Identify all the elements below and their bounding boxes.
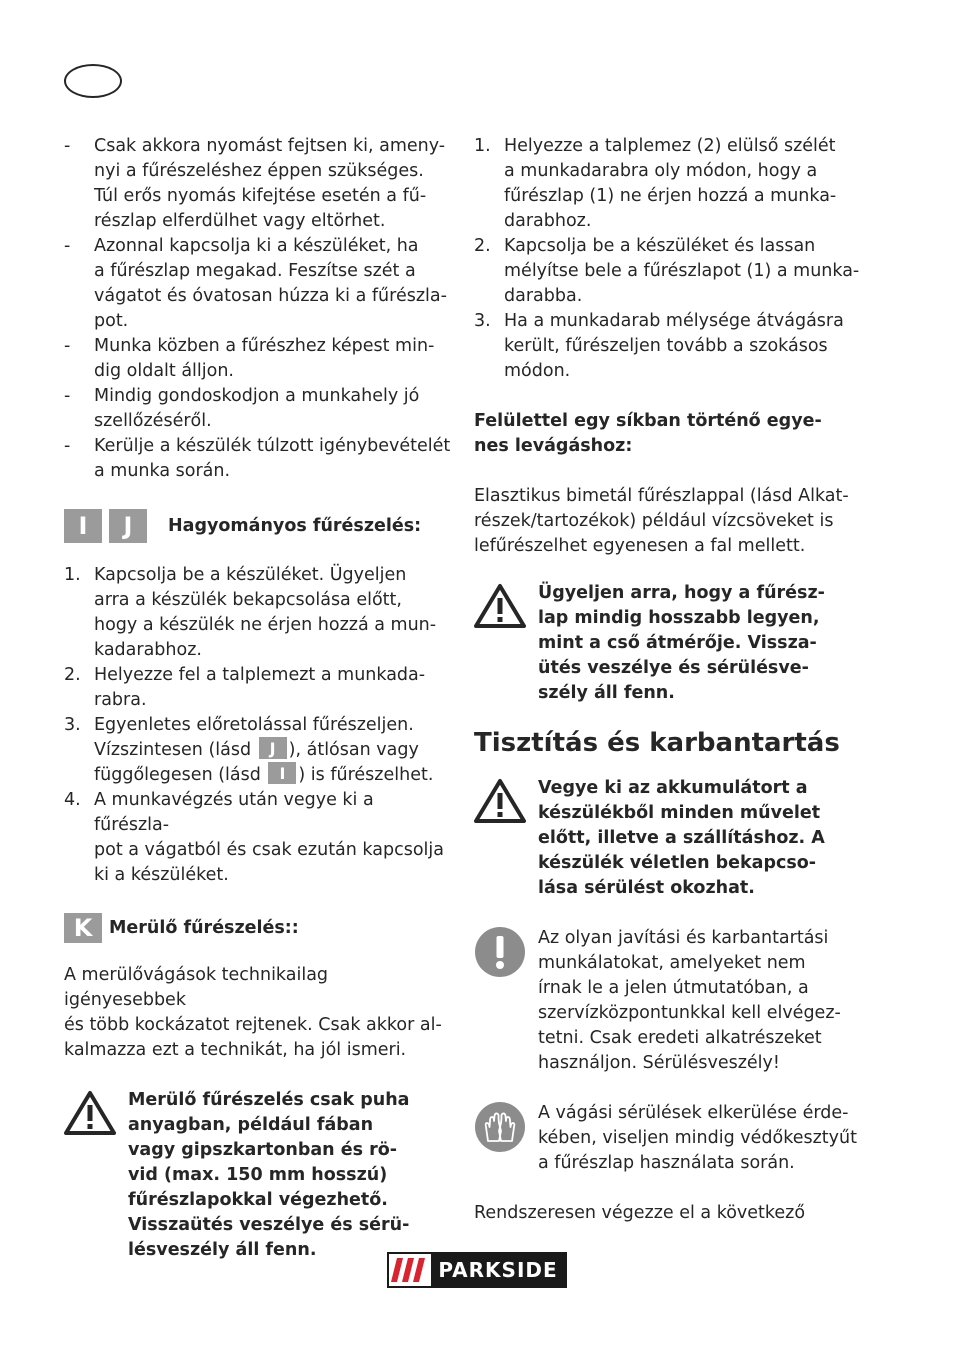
text-line: a fűrészlap használata során. (538, 1153, 795, 1173)
text-line: vid (max. 150 mm hosszú) (128, 1165, 388, 1185)
text-line: ütés veszélye és sérülésve- (538, 658, 809, 678)
warning-triangle-icon (474, 778, 538, 832)
inline-text: ), átlósan vagy (288, 740, 419, 760)
text-line: kében, viseljen mindig védőkesztyűt (538, 1128, 857, 1148)
text-line: nyi a fűrészeléshez éppen szükséges. (94, 161, 424, 181)
text-line: lása sérülést okozhat. (538, 878, 755, 898)
step-item (474, 234, 864, 309)
step-item (64, 713, 454, 788)
step-item (474, 134, 864, 234)
text-line: Felülettel egy síkban történő egye- (474, 411, 822, 431)
text-line: mélyítse bele a fűrészlapot (1) a munka- (504, 261, 860, 281)
list-marker: - (64, 436, 71, 456)
step-item (64, 563, 454, 663)
inline-text: függőlegesen (lásd (94, 765, 267, 785)
text-line: Mindig gondoskodjon a munkahely jó (94, 386, 420, 406)
text-line: fűrészlapokkal végezhető. (128, 1190, 388, 1210)
flush-cut-heading (474, 409, 864, 459)
text-line (94, 738, 454, 763)
text-line: Túl erős nyomás kifejtése esetén a fű- (94, 186, 427, 206)
text-line: darabhoz. (504, 211, 592, 231)
list-marker: 4. (64, 790, 81, 810)
text-line: mint a cső átmérője. Vissza- (538, 633, 817, 653)
warning-text (538, 776, 864, 901)
step-list-conventional (64, 563, 454, 888)
note-block-repairs (474, 926, 864, 1076)
text-line: módon. (504, 361, 571, 381)
section-heading-cleaning: Tisztítás és karbantartás (474, 728, 840, 758)
list-marker: 2. (64, 665, 81, 685)
trailing-paragraph: Rendszeresen végezze el a következő (474, 1203, 806, 1223)
figure-ref-box-k: K (64, 913, 102, 943)
text-line: A vágási sérülések elkerülése érde- (538, 1103, 849, 1123)
text-line: lefűrészelhet egyenesen a fal mellett. (474, 536, 806, 556)
list-marker: - (64, 136, 71, 156)
figure-ref-box-j: J (259, 737, 287, 759)
text-line: részek/tartozékok) például vízcsöveket is (474, 511, 834, 531)
bullet-item (64, 434, 454, 484)
text-line: Kapcsolja be a készüléket. Ügyeljen (94, 565, 407, 585)
bullet-item (64, 384, 454, 434)
logo-stripes (389, 1254, 431, 1286)
bullet-item (64, 234, 454, 334)
text-line: Azonnal kapcsolja ki a készüléket, ha (94, 236, 419, 256)
list-marker: 3. (474, 311, 491, 331)
list-marker: 1. (474, 136, 491, 156)
text-line: vagy gipszkartonban és rö- (128, 1140, 398, 1160)
language-oval (64, 64, 122, 98)
text-line: írnak le a jelen útmutatóban, a (538, 978, 809, 998)
text-line: lap mindig hosszabb legyen, (538, 608, 820, 628)
inline-text: ) is fűrészelhet. (298, 765, 434, 785)
step-list-plunge (474, 134, 864, 384)
text-line: szellőzéséről. (94, 411, 212, 431)
text-line: Munka közben a fűrészhez képest min- (94, 336, 435, 356)
text-line: dig oldalt álljon. (94, 361, 234, 381)
text-line: Visszaütés veszélye és sérü- (128, 1215, 410, 1235)
list-marker: - (64, 386, 71, 406)
plunge-paragraph (64, 963, 454, 1063)
text-line: készülékből minden művelet (538, 803, 821, 823)
step-item (474, 309, 864, 384)
text-line: fűrészlap (1) ne érjen hozzá a munka- (504, 186, 837, 206)
note-text (538, 926, 864, 1076)
text-line: Kerülje a készülék túlzott igénybevételét (94, 436, 451, 456)
text-line: Helyezze fel a talplemezt a munkada- (94, 665, 426, 685)
mandatory-exclamation-icon (474, 926, 538, 986)
bullet-item (64, 334, 454, 384)
text-line: arra a készülék bekapcsolása előtt, (94, 590, 402, 610)
figure-ref-box-i: I (268, 762, 296, 784)
text-line: Elasztikus bimetál fűrészlappal (lásd Alkat- (474, 486, 849, 506)
warning-triangle-icon (474, 583, 538, 637)
warning-text (538, 581, 864, 706)
text-line: kadarabhoz. (94, 640, 202, 660)
text-line: anyagban, például fában (128, 1115, 374, 1135)
list-marker: 2. (474, 236, 491, 256)
text-line: rabra. (94, 690, 147, 710)
text-line: szély áll fenn. (538, 683, 675, 703)
text-line: a munkadarabra oly módon, hogy a (504, 161, 818, 181)
bullet-item (64, 134, 454, 234)
text-line: Csak akkora nyomást fejtsen ki, ameny- (94, 136, 446, 156)
text-line: darabba. (504, 286, 583, 306)
section-title: Hagyományos fűrészelés: (168, 515, 422, 536)
text-line: szervízközpontunkkal kell elvégez- (538, 1003, 841, 1023)
note-text (538, 1101, 864, 1176)
text-line: vágatot és óvatosan húzza ki a fűrészla- (94, 286, 447, 306)
figure-ref-box-i: I (64, 509, 102, 543)
text-line: kalmazza ezt a technikát, ha jól ismeri. (64, 1040, 407, 1060)
warning-block-plunge (64, 1088, 454, 1263)
text-line: A munkavégzés után vegye ki a fűrészla- (94, 790, 374, 835)
warning-text (128, 1088, 454, 1263)
text-line: előtt, illetve a szállításhoz. A (538, 828, 825, 848)
text-line: és több kockázatot rejtenek. Csak akkor al- (64, 1015, 442, 1035)
section-title: Merülő fűrészelés:: (109, 917, 299, 938)
section-heading-plunge (64, 913, 454, 943)
text-line (94, 763, 454, 788)
text-line: pot. (94, 311, 129, 331)
list-marker: 1. (64, 565, 81, 585)
text-line: a munka során. (94, 461, 231, 481)
text-line: Kapcsolja be a készüléket és lassan (504, 236, 816, 256)
list-marker: 3. (64, 715, 81, 735)
text-line: lésveszély áll fenn. (128, 1240, 317, 1260)
right-column (474, 134, 864, 1226)
left-column (64, 134, 454, 1263)
parkside-logo (387, 1252, 567, 1288)
text-line: ki a készüléket. (94, 865, 229, 885)
text-line: pot a vágatból és csak ezután kapcsolja (94, 840, 444, 860)
warning-block-blade-length (474, 581, 864, 706)
figure-ref-box-j: J (109, 509, 147, 543)
text-line: Egyenletes előretolással fűrészeljen. (94, 715, 414, 735)
text-line: Helyezze a talplemez (2) elülső szélét (504, 136, 836, 156)
text-line: Ügyeljen arra, hogy a fűrész- (538, 583, 825, 603)
text-line: Ha a munkadarab mélysége átvágásra (504, 311, 844, 331)
logo-wordmark: PARKSIDE (431, 1254, 565, 1286)
text-line: részlap elferdülhet vagy eltörhet. (94, 211, 386, 231)
list-marker: - (64, 236, 71, 256)
note-block-gloves (474, 1101, 864, 1176)
text-line: készülék véletlen bekapcso- (538, 853, 817, 873)
text-line: munkálatokat, amelyeket nem (538, 953, 806, 973)
warning-triangle-icon (64, 1090, 128, 1144)
text-line: tetni. Csak eredeti alkatrészeket (538, 1028, 822, 1048)
section-heading-conventional (64, 509, 454, 543)
text-line: került, fűrészeljen tovább a szokásos (504, 336, 828, 356)
text-line: Merülő fűrészelés csak puha (128, 1090, 410, 1110)
text-line: a fűrészlap megakad. Feszítse szét a (94, 261, 416, 281)
list-marker: - (64, 336, 71, 356)
text-line: A merülővágások technikailag igényesebbek (64, 965, 329, 1010)
gloves-icon (474, 1101, 538, 1161)
flush-cut-paragraph (474, 484, 864, 559)
text-line: hogy a készülék ne érjen hozzá a mun- (94, 615, 437, 635)
text-line: Az olyan javítási és karbantartási (538, 928, 829, 948)
bullet-list (64, 134, 454, 484)
step-item (64, 663, 454, 713)
step-item (64, 788, 454, 888)
text-line: nes levágáshoz: (474, 436, 633, 456)
inline-text: Vízszintesen (lásd (94, 740, 257, 760)
text-line: Vegye ki az akkumulátort a (538, 778, 808, 798)
text-line: használjon. Sérülésveszély! (538, 1053, 780, 1073)
warning-block-battery (474, 776, 864, 901)
